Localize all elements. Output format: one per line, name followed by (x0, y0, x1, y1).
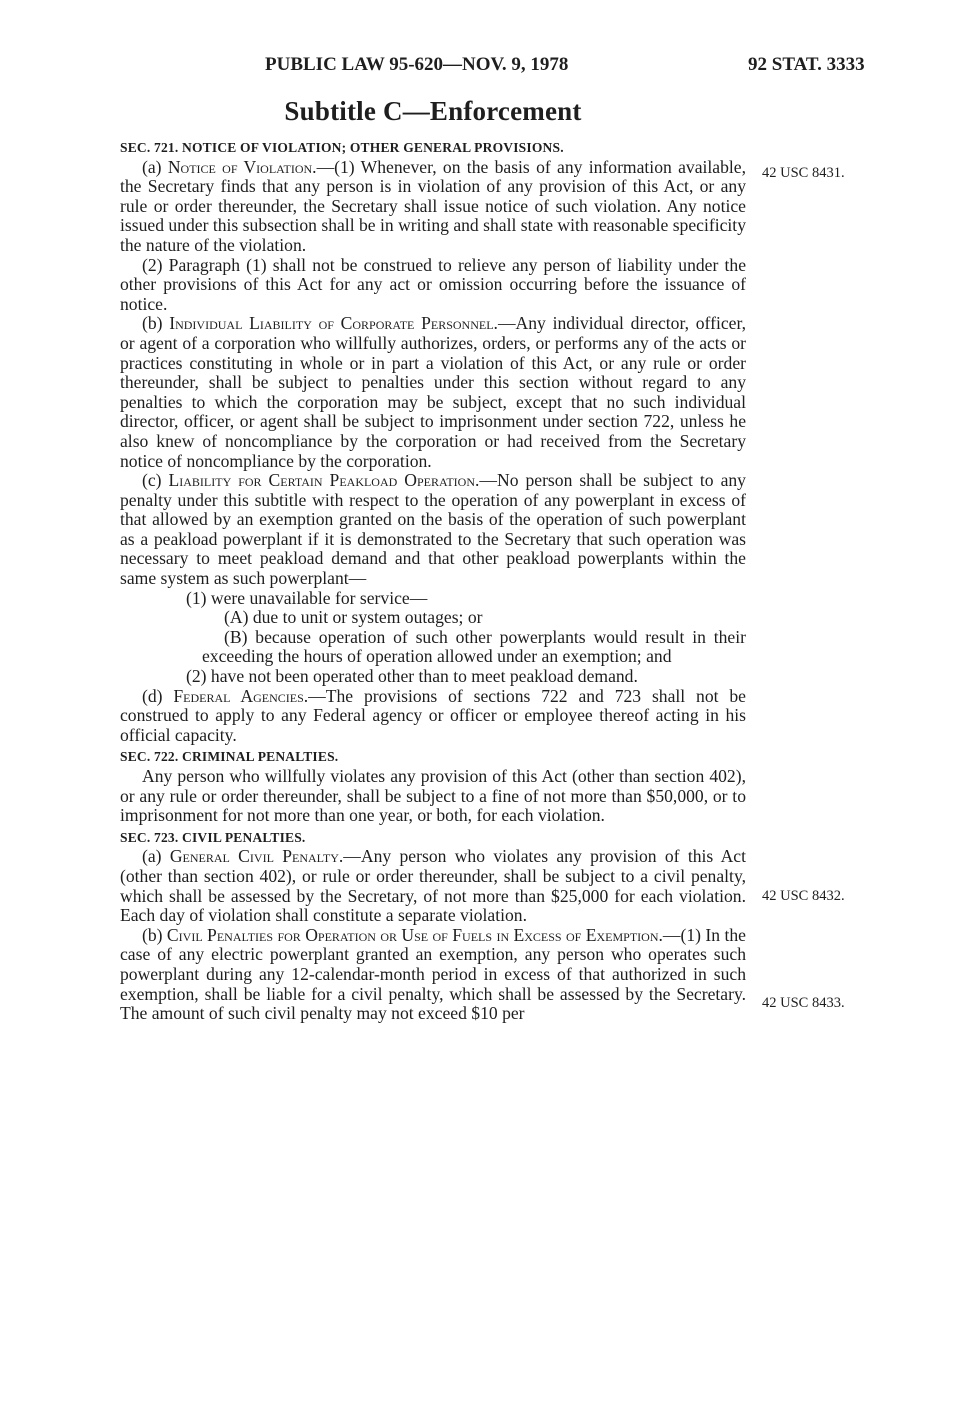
section-722-text: Any person who willfully violates any provision of this Act (other than section 402), or any rule or order thereunder, shall be subject to a fine of not more than $50,000, or to imprisonment for not more than one year, or both, for each violation. (120, 766, 746, 826)
section-721-heading: SEC. 721. NOTICE OF VIOLATION; OTHER GENERAL PROVISIONS. (120, 140, 564, 155)
caption: Notice of Violation. (167, 156, 317, 177)
text: —Any person who violates any provision of this Act (other than section 402), or rule or order thereunder, shall be subject to a civil penalty, which shall be assessed by the Secretary, of not more than $25,000 for each violation. Each day of violation shall constitute a separate violation. (120, 846, 746, 926)
section-723-b (120, 926, 746, 1024)
label: (b) (142, 924, 167, 945)
section-721-c-1-A: (A) due to unit or system outages; or (224, 607, 483, 628)
section-721-b (120, 314, 746, 471)
text: —Any individual director, officer, or agent of a corporation who willfully authorizes, orders, or performs any of the acts or practices constituting in whole or in part a violation of this Act, or any rule or order thereunder, shall be subject to penalties under this section without regard to any penalties to which the corporation may be subject, except that no such individual director, officer, or agent shall be subject to imprisonment under section 722, unless he also knew of noncompliance by the corporation or had received from the Secretary notice of noncompliance by the corporation. (120, 313, 746, 471)
statute-page-number: 92 STAT. 3333 (748, 54, 865, 75)
section-721-c-2: (2) have not been operated other than to meet peakload demand. (186, 666, 638, 687)
margin-citation-8433: 42 USC 8433. (762, 995, 845, 1011)
label: (b) (142, 313, 170, 334)
text: —The provisions of sections 722 and 723 shall not be construed to apply to any Federal agency or officer or employee thereof acting in his official capacity. (120, 685, 746, 745)
section-723-a (120, 847, 746, 925)
section-721-a (120, 158, 746, 256)
label: (a) (142, 846, 170, 867)
label: (d) (142, 685, 174, 706)
statute-body (120, 96, 746, 1024)
label: (c) (142, 470, 169, 491)
caption: Civil Penalties for Operation or Use of Fuels in Excess of Exemption. (166, 924, 663, 945)
subtitle-heading: Subtitle C—Enforcement (284, 96, 582, 126)
section-723-heading: SEC. 723. CIVIL PENALTIES. (120, 829, 306, 845)
margin-citation-8431: 42 USC 8431. (762, 165, 845, 181)
text: —No person shall be subject to any penalty under this subtitle with respect to the operation of any powerplant in excess of that allowed by an exemption granted on the basis of the operation of such powerplant as a peakload powerplant if it is demonstrated to the Secretary that such operation was necessary to meet peakload demand and that other peakload powerplants within the same system as such powerplant— (120, 470, 746, 589)
section-721-c-1-B: (B) because operation of such other powerplants would result in their exceeding the hours of operation allowed under an exemption; and (202, 626, 746, 667)
section-721-d (120, 687, 746, 746)
margin-citation-8432: 42 USC 8432. (762, 888, 845, 904)
label: (a) (142, 156, 168, 177)
caption: General Civil Penalty. (169, 846, 344, 867)
running-head-title: PUBLIC LAW 95-620—NOV. 9, 1978 (265, 54, 569, 75)
section-721-a-2: (2) Paragraph (1) shall not be construed to relieve any person of liability under the other provisions of this Act for any act or omission occurring before the issuance of notice. (120, 254, 746, 314)
caption: Liability for Certain Peakload Operation. (168, 470, 480, 491)
caption: Individual Liability of Corporate Personnel. (169, 313, 498, 334)
section-721-c (120, 471, 746, 589)
running-head (0, 50, 957, 80)
section-721-c-1: (1) were unavailable for service— (186, 587, 428, 608)
caption: Federal Agencies. (173, 685, 309, 706)
text: —(1) Whenever, on the basis of any information available, the Secretary finds that any person is in violation of any provision of this Act, or any rule or order thereunder, the Secretary shall issue notice of such violation. Any notice issued under this subsection shall be in writing and shall state with reasonable specificity the nature of the violation. (120, 156, 746, 255)
section-722-heading: SEC. 722. CRIMINAL PENALTIES. (120, 749, 339, 765)
text: —(1) In the case of any electric powerplant granted an exemption, any person who operates such powerplant during any 12-calendar-month period in excess of that authorized in such exemption, shall be liable for a civil penalty, which shall be assessed by the Secretary. The amount of such civil penalty may not exceed $10 per (120, 924, 746, 1024)
